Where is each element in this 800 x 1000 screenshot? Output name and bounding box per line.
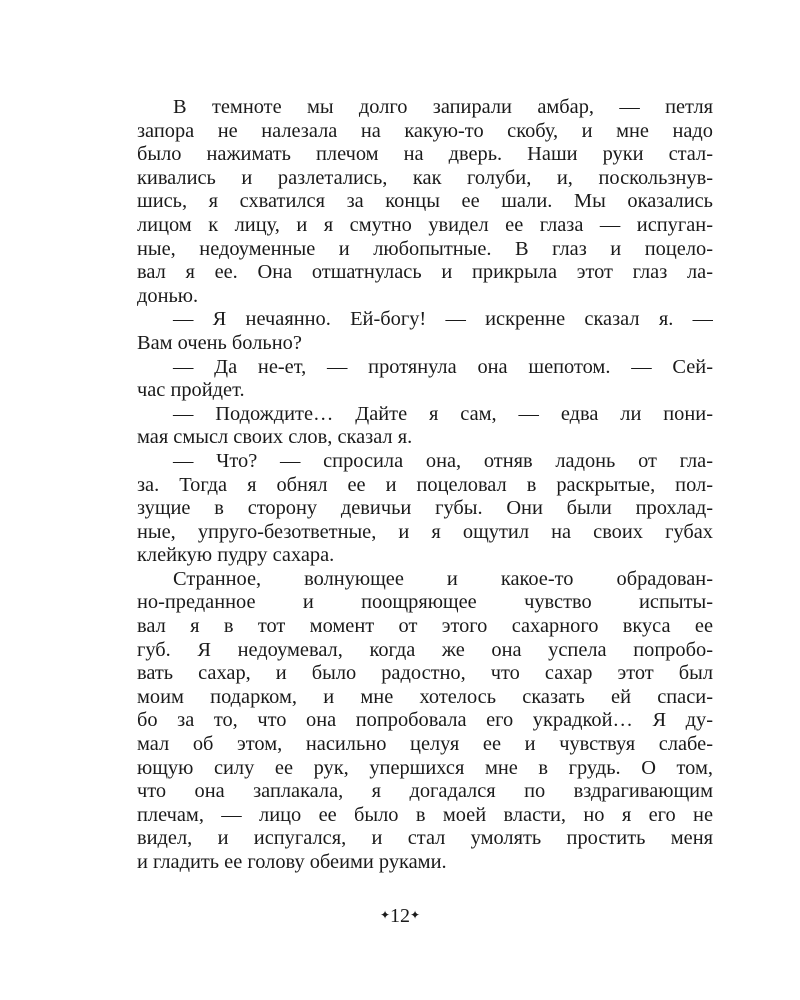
text-line: клейкую пудру сахара. (137, 544, 335, 567)
text-line: ные, недоуменные и любопытные. В глаз и поцело- (137, 237, 713, 260)
text-line: кивались и разлетались, как голуби, и, поскользнув- (137, 166, 713, 189)
text-line: вать сахар, и было радостно, что сахар этот был (137, 662, 713, 685)
text-line: запора не налезала на какую-то скобу, и мне надо (137, 119, 713, 142)
text-line: — Да не-ет, — протянула она шепотом. — Сей- (173, 355, 713, 378)
text-line: моим подарком, и мне хотелось сказать ей спаси- (137, 685, 713, 708)
text-line: лицом к лицу, и я смутно увидел ее глаза — испуган- (137, 213, 713, 236)
text-line: бо за то, что она попробовала его украдкой… Я ду- (137, 709, 713, 732)
text-line: губ. Я недоумевал, когда же она успела попробо- (137, 638, 713, 661)
page-number-footer (0, 904, 800, 929)
text-line: за. Тогда я обнял ее и поцеловал в раскрытые, пол- (137, 473, 713, 496)
text-line: что она заплакала, я догадался по вздрагивающим (137, 780, 713, 803)
text-line: видел, и испугался, и стал умолять простить меня (137, 827, 713, 850)
text-line: В темноте мы долго запирали амбар, — петля (173, 96, 713, 118)
text-line: — Подождите… Дайте я сам, — едва ли пони- (173, 402, 713, 425)
text-line: ные, упруго-безответные, и я ощутил на своих губах (137, 520, 713, 543)
text-line: и гладить ее голову обеими руками. (137, 851, 447, 873)
text-line: плечам, — лицо ее было в моей власти, но я его не (137, 803, 713, 826)
text-line: — Что? — спросила она, отняв ладонь от гла- (173, 449, 713, 472)
text-line: шись, я схватился за концы ее шали. Мы оказались (137, 190, 713, 213)
text-line: час пройдет. (137, 379, 245, 402)
paragraph (137, 308, 713, 355)
text-line: ющую силу ее рук, упершихся мне в грудь. О том, (137, 756, 713, 779)
ornament-left-icon: ✦ (379, 908, 390, 923)
page-number: 12 (390, 905, 410, 927)
text-line: зущие в сторону девичьи губы. Они были прохлад- (137, 497, 713, 520)
paragraph (137, 403, 713, 450)
text-line: было нажимать плечом на дверь. Наши руки стал- (137, 143, 713, 166)
text-line: но-преданное и поощряющее чувство испыты- (137, 591, 713, 614)
text-line: — Я нечаянно. Ей-богу! — искренне сказал я. — (173, 308, 713, 331)
text-line: вал я в тот момент от этого сахарного вкуса ее (137, 615, 713, 638)
paragraph (137, 450, 713, 568)
text-line: Вам очень больно? (137, 331, 302, 354)
text-line: Странное, волнующее и какое-то обрадован- (173, 567, 713, 590)
text-line: мая смысл своих слов, сказал я. (137, 426, 413, 449)
paragraph (137, 568, 713, 875)
page-body (137, 96, 713, 875)
text-line: донью. (137, 284, 199, 307)
ornament-right-icon: ✦ (410, 908, 421, 923)
paragraph (137, 96, 713, 308)
text-line: вал я ее. Она отшатнулась и прикрыла этот глаз ла- (137, 261, 713, 284)
text-line: мал об этом, насильно целуя ее и чувствуя слабе- (137, 733, 713, 756)
paragraph (137, 356, 713, 403)
